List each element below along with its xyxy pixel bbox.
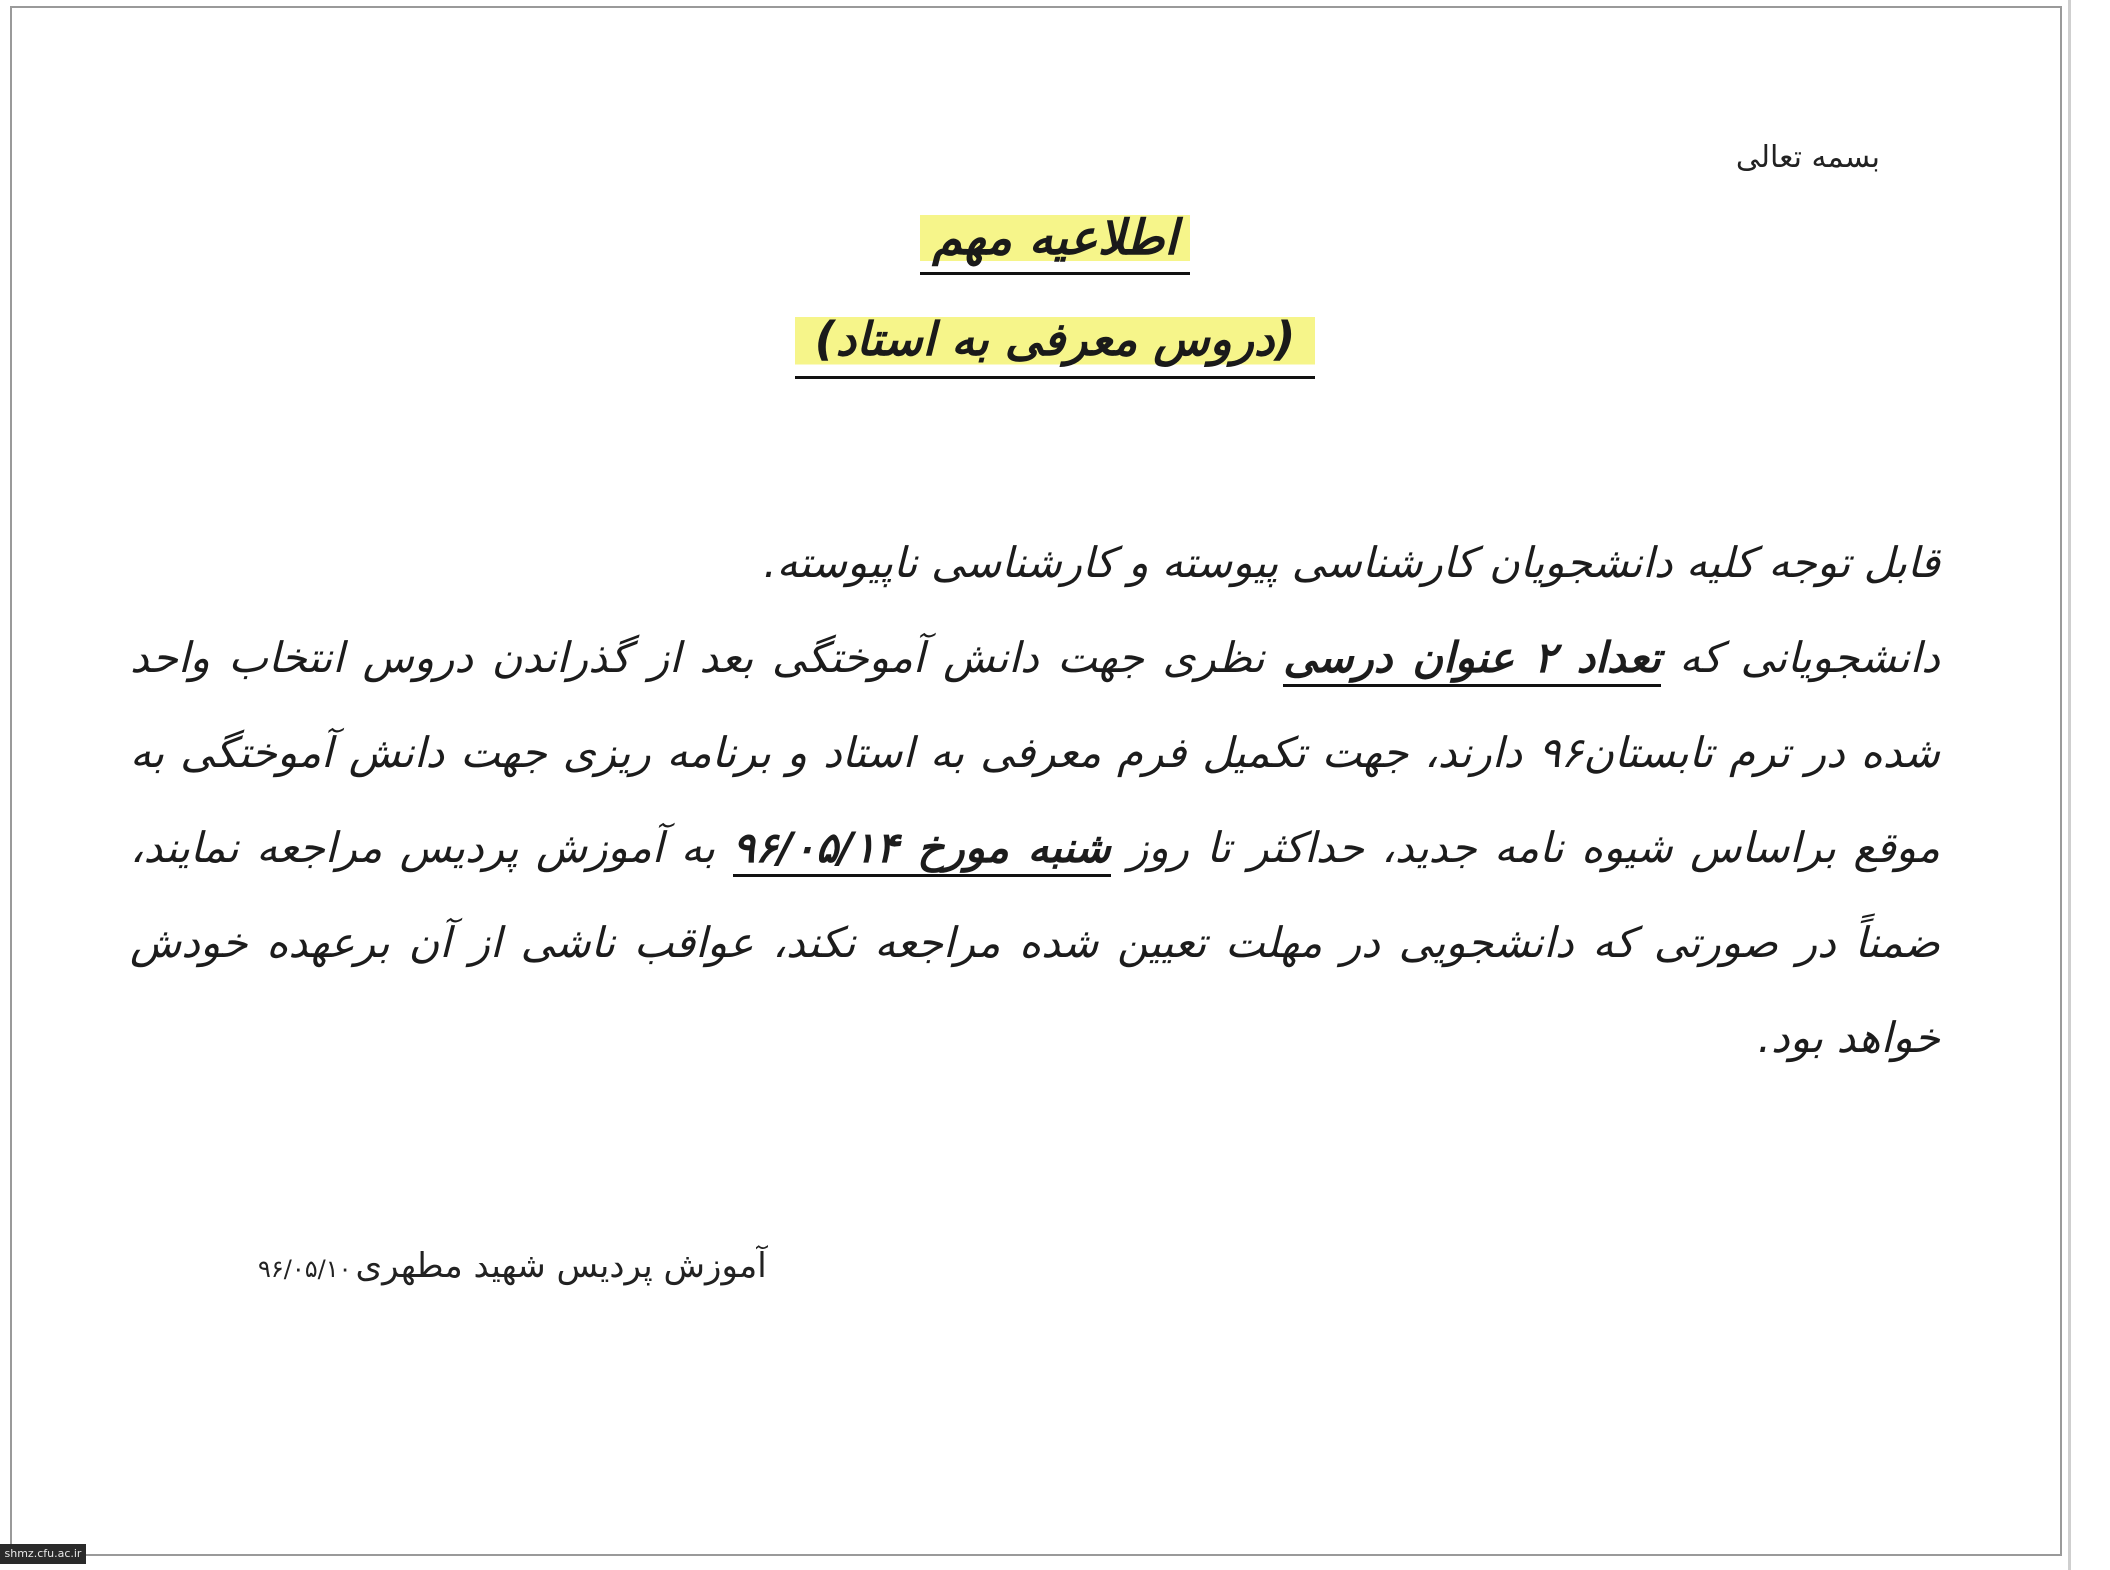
subtitle-block — [0, 312, 2110, 379]
paragraph-2-part-b: نظری جهت دانش آموختگی بعد از گذراندن دروس انتخاب واحد شده در ترم تابستان۹۶ دارند، جهت تکمیل فرم معرفی به استاد و برنامه ریزی جهت دانش آموختگی به موقع براساس شیوه نامه جدید، حداکثر تا روز — [130, 633, 1940, 872]
site-watermark: shmz.cfu.ac.ir — [0, 1544, 86, 1564]
notice-body — [130, 515, 1940, 1085]
signature-text: آموزش پردیس شهید مطهری — [355, 1246, 767, 1286]
paragraph-2-part-c: به آموزش پردیس مراجعه نمایند، ضمناً در صورتی که دانشجویی در مهلت تعیین شده مراجعه نکند، عواقب ناشی از آن برعهده خودش خواهد بود. — [130, 823, 1940, 1062]
paragraph-1: قابل توجه کلیه دانشجویان کارشناسی پیوسته و کارشناسی ناپیوسته. — [763, 538, 1940, 587]
signature-date: ۹۶/۰۵/۱۰ — [258, 1255, 352, 1283]
main-title: اطلاعیه مهم — [920, 210, 1190, 275]
deadline-emphasis: شنبه مورخ ۹۶/۰۵/۱۴ — [733, 823, 1111, 877]
sub-title: (دروس معرفی به استاد) — [795, 312, 1316, 379]
course-count-emphasis: تعداد ۲ عنوان درسی — [1283, 633, 1661, 687]
title-block — [0, 210, 2110, 275]
invocation-text: بسمه تعالی — [1735, 140, 1880, 175]
signature-line — [258, 1246, 767, 1286]
paragraph-2-part-a: دانشجویانی که — [1660, 633, 1940, 682]
paragraph-2 — [130, 610, 1940, 1085]
